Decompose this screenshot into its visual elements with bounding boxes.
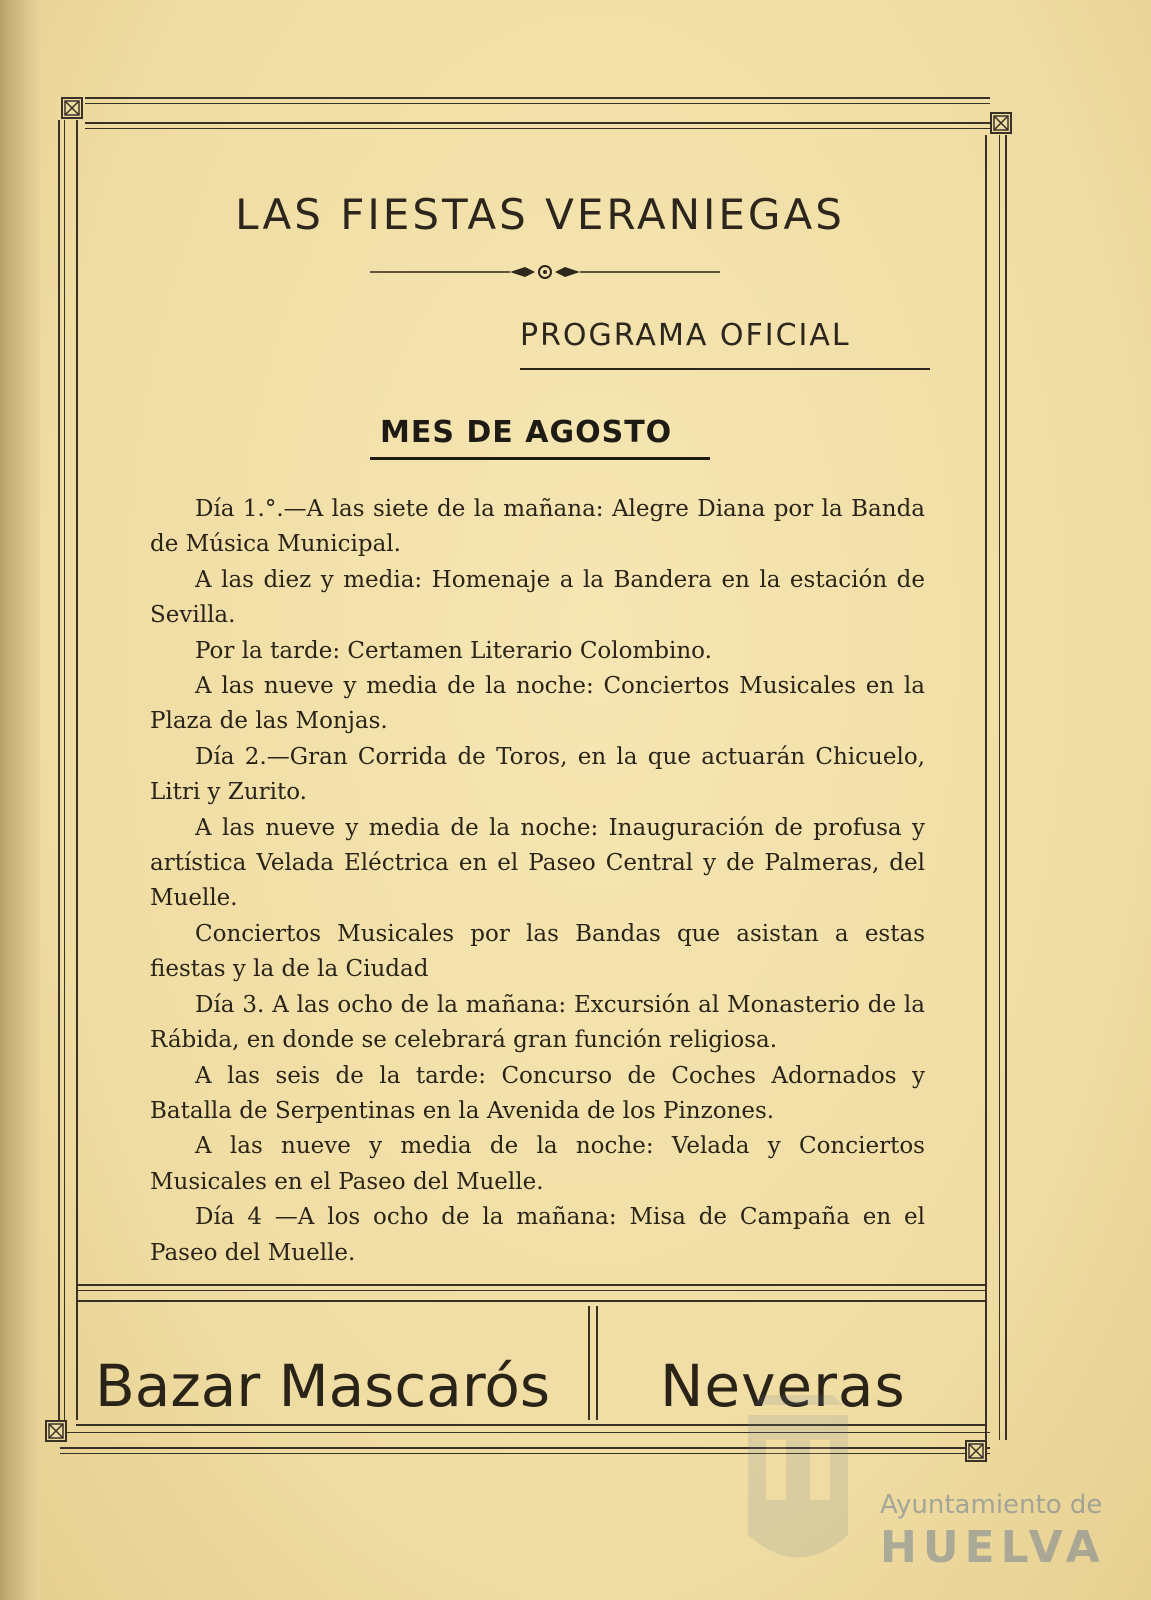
ad-band-top-rule-3 (76, 1300, 986, 1302)
program-paragraph: A las nueve y media de la noche: Conciertos Musicales en la Plaza de las Monjas. (150, 673, 925, 735)
frame-top-rule-inner (85, 128, 990, 129)
ad-divider-left (588, 1306, 590, 1420)
ad-band-top-rule (76, 1284, 986, 1286)
subtitle-underline (520, 368, 930, 370)
frame-right-outer (1005, 135, 1007, 1440)
corner-box-top-right (990, 112, 1012, 134)
month-heading: MES DE AGOSTO (380, 415, 673, 450)
frame-left-outer (58, 120, 60, 1420)
frame-left-inner (64, 120, 65, 1420)
frame-top-rule (85, 122, 990, 124)
program-body (150, 492, 925, 1271)
program-paragraph: A las nueve y media de la noche: Inauguración de profusa y artística Velada Eléctrica en el Paseo Central y de Palmeras, del Muelle. (150, 814, 925, 912)
frame-right-rule (985, 135, 987, 1440)
frame-left-rule (76, 120, 78, 1420)
corner-box-bottom-left (45, 1420, 67, 1442)
ornament-divider-icon (370, 262, 720, 282)
ad-divider-right (596, 1306, 598, 1420)
program-paragraph: Día 2.—Gran Corrida de Toros, en la que actuarán Chicuelo, Litri y Zurito. (150, 743, 925, 806)
book-binding-edge (0, 0, 40, 1600)
frame-top-inner (85, 103, 990, 104)
frame-right-inner (999, 135, 1000, 1440)
program-paragraph: Día 1.°.—A las siete de la mañana: Alegre Diana por la Banda de Música Municipal. (150, 496, 925, 558)
month-underline (370, 457, 710, 460)
ad-band-top-rule-2 (76, 1290, 986, 1291)
ad-neveras: Neveras (660, 1352, 906, 1420)
ad-bazar-mascaros: Bazar Mascarós (95, 1352, 551, 1420)
program-paragraph: Por la tarde: Certamen Literario Colombino. (195, 637, 712, 664)
program-paragraph: Conciertos Musicales por las Bandas que asistan a estas fiestas y la de la Ciudad (150, 920, 925, 983)
program-subtitle: PROGRAMA OFICIAL (520, 318, 851, 353)
program-paragraph: Día 4 —A los ocho de la mañana: Misa de Campaña en el Paseo del Muelle. (150, 1204, 925, 1266)
program-paragraph: Día 3. A las ocho de la mañana: Excursión al Monasterio de la Rábida, en donde se celebrará gran función religiosa. (150, 991, 925, 1054)
frame-top-outer (85, 97, 990, 99)
page-title: LAS FIESTAS VERANIEGAS (235, 190, 845, 239)
program-paragraph: A las nueve y media de la noche: Velada y Conciertos Musicales en el Paseo del Muelle. (150, 1133, 925, 1195)
program-paragraph: A las diez y media: Homenaje a la Bandera en la estación de Sevilla. (150, 566, 925, 629)
watermark-line-1: Ayuntamiento de (880, 1490, 1103, 1520)
corner-box-top-left (61, 97, 83, 119)
program-paragraph: A las seis de la tarde: Concurso de Coches Adornados y Batalla de Serpentinas en la Avenida de los Pinzones. (150, 1062, 925, 1124)
watermark-line-2: HUELVA (880, 1522, 1106, 1573)
